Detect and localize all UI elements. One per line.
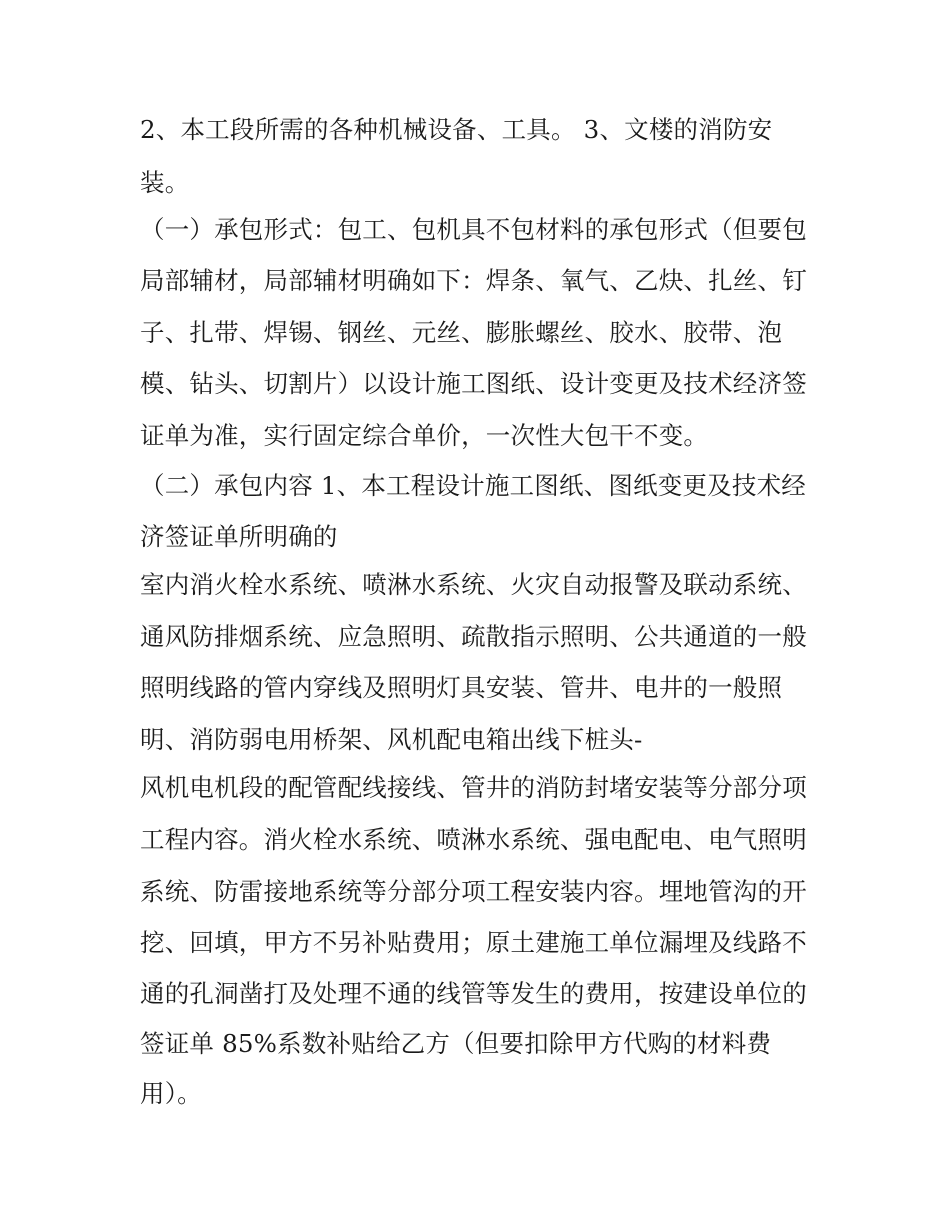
text-line: 系统、防雷接地系统等分部分项工程安装内容。埋地管沟的开 [140, 877, 807, 906]
text-line: 室内消火栓水系统、喷淋水系统、火灾自动报警及联动系统、 [140, 570, 807, 599]
text-line: 风机电机段的配管配线接线、管井的消防封堵安装等分部分项 [140, 773, 807, 802]
text-line: 照明线路的管内穿线及照明灯具安装、管井、电井的一般照 [140, 673, 783, 702]
text-line: 局部辅材，局部辅材明确如下：焊条、氧气、乙炔、扎丝、钉 [140, 266, 807, 295]
text-line: （二）承包内容 1、本工程设计施工图纸、图纸变更及技术经 [140, 471, 806, 500]
text-line: 证单为准，实行固定综合单价，一次性大包干不变。 [140, 421, 709, 450]
text-line: 通的孔洞凿打及处理不通的线管等发生的费用，按建设单位的 [140, 979, 807, 1008]
text-line: 模、钻头、切割片）以设计施工图纸、设计变更及技术经济签 [140, 369, 807, 398]
text-line: 挖、回填，甲方不另补贴费用；原土建施工单位漏埋及线路不 [140, 928, 807, 957]
text-line: 2、本工段所需的各种机械设备、工具。 3、文楼的消防安 [140, 115, 773, 144]
text-line: 明、消防弱电用桥架、风机配电箱出线下桩头- [140, 725, 643, 754]
text-line: 济签证单所明确的 [140, 522, 338, 551]
text-line: 通风防排烟系统、应急照明、疏散指示照明、公共通道的一般 [140, 622, 807, 651]
text-line: 装。 [140, 168, 190, 197]
text-line: 用）。 [140, 1079, 202, 1108]
text-line: 子、扎带、焊锡、钢丝、元丝、膨胀螺丝、胶水、胶带、泡 [140, 318, 783, 347]
text-line: 签证单 85%系数补贴给乙方（但要扣除甲方代购的材料费 [140, 1029, 772, 1058]
text-line: （一）承包形式：包工、包机具不包材料的承包形式（但要包 [140, 215, 807, 244]
text-line: 工程内容。消火栓水系统、喷淋水系统、强电配电、电气照明 [140, 825, 807, 854]
